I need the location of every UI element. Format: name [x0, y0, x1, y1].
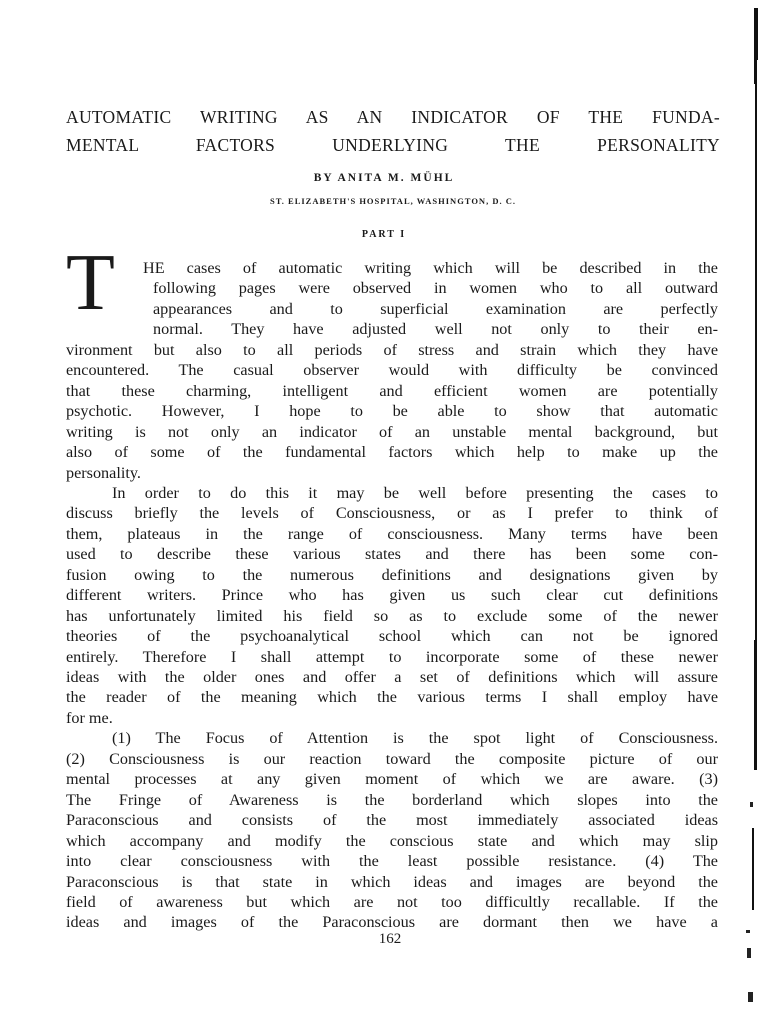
part-heading: PART I [361, 229, 407, 240]
body-line: ideas and images of the Paraconscious are dormant then we have a [66, 913, 718, 932]
body-line: theories of the psychoanalytical school which can not be ignored [66, 627, 718, 646]
body-line: appearances and to superficial examination are perfectly [153, 299, 718, 318]
body-line: used to describe these various states and there has been some con- [66, 545, 718, 564]
body-line: The Fringe of Awareness is the borderland which slopes into the [66, 790, 718, 809]
body-line: fusion owing to the numerous definitions and designations given by [66, 565, 718, 584]
article-title-line-2: MENTAL FACTORS UNDERLYING THE PERSONALITY [66, 135, 720, 155]
drop-cap: T [66, 239, 115, 327]
body-line: also of some of the fundamental factors which help to make up the [66, 443, 718, 462]
page-number: 162 [378, 931, 402, 947]
author-byline: BY ANITA M. MÜHL [313, 172, 455, 184]
body-line: them, plateaus in the range of consciousness. Many terms have been [66, 524, 718, 543]
body-line: Paraconscious and consists of the most immediately associated ideas [66, 811, 718, 830]
body-line: (2) Consciousness is our reaction toward the composite picture of our [66, 749, 718, 768]
body-line: (1) The Focus of Attention is the spot light of Consciousness. [112, 729, 718, 748]
article-title-line-1: AUTOMATIC WRITING AS AN INDICATOR OF THE FUNDA- [66, 107, 720, 127]
body-line: field of awareness but which are not too difficultly recallable. If the [66, 892, 718, 911]
body-line: that these charming, intelligent and efficient women are potentially [66, 381, 718, 400]
body-line: into clear consciousness with the least possible resistance. (4) The [66, 852, 718, 871]
body-line: which accompany and modify the conscious state and which may slip [66, 831, 718, 850]
body-line: following pages were observed in women who to all outward [153, 279, 718, 298]
body-line: encountered. The casual observer would with difficulty be convinced [66, 361, 718, 380]
body-line: Paraconscious is that state in which ideas and images are beyond the [66, 872, 718, 891]
body-line: personality. [66, 463, 141, 482]
body-line: ideas with the older ones and offer a set of definitions which will assure [66, 668, 718, 686]
body-line: psychotic. However, I hope to be able to show that automatic [66, 402, 718, 421]
body-line: mental processes at any given moment of which we are aware. (3) [66, 770, 718, 789]
body-line: HE cases of automatic writing which will be described in the [143, 259, 718, 277]
body-line: writing is not only an indicator of an unstable mental background, but [66, 422, 718, 441]
body-line: for me. [66, 708, 113, 727]
body-line: In order to do this it may be well before presenting the cases to [112, 483, 718, 502]
body-line: vironment but also to all periods of stress and strain which they have [66, 340, 718, 359]
body-line: has unfortunately limited his field so as to exclude some of the newer [66, 606, 718, 625]
body-line: discuss briefly the levels of Consciousness, or as I prefer to think of [66, 504, 718, 523]
body-line: entirely. Therefore I shall attempt to incorporate some of these newer [66, 647, 718, 666]
body-line: different writers. Prince who has given us such clear cut definitions [66, 586, 718, 605]
author-affiliation: ST. ELIZABETH'S HOSPITAL, WASHINGTON, D. C. [270, 196, 516, 206]
body-line: the reader of the meaning which the various terms I shall employ have [66, 688, 718, 707]
body-line: normal. They have adjusted well not only to their en- [153, 320, 718, 339]
